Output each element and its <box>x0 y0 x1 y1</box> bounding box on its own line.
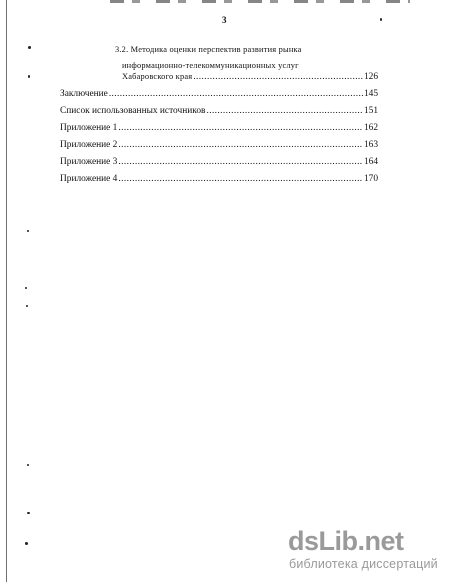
scan-left-edge <box>6 0 7 582</box>
toc-entry-title: Приложение 4 <box>60 174 118 184</box>
toc-page-number: 170 <box>363 174 378 184</box>
toc-entry <box>60 123 378 133</box>
toc-entry <box>60 106 378 116</box>
toc-entry-title: Приложение 3 <box>60 157 118 167</box>
scan-speck <box>27 464 29 466</box>
page-number: 3 <box>222 15 227 25</box>
toc-entry <box>60 174 378 184</box>
toc-entry <box>60 89 378 99</box>
toc-leader <box>193 72 363 82</box>
scan-speck <box>28 75 30 78</box>
toc-section-3-2-line1: 3.2. Методика оценки перспектив развития рынка <box>115 45 302 54</box>
toc-entry-title: Приложение 2 <box>60 140 118 150</box>
watermark-brand: dsLib.net <box>288 526 404 556</box>
scan-speck <box>25 542 28 545</box>
toc-leader <box>118 123 363 133</box>
toc-leader <box>118 174 363 184</box>
scan-top-edge <box>110 0 410 3</box>
toc-entry-title: Список использованных источников <box>60 106 206 116</box>
scan-speck <box>27 230 29 232</box>
toc-leader <box>206 106 362 116</box>
scan-speck <box>380 18 382 21</box>
toc-entry <box>60 140 378 150</box>
scan-speck <box>25 287 27 289</box>
toc-section-3-2-line2: информационно-телекоммуникационных услуг <box>122 61 299 70</box>
toc-page-number: 163 <box>363 140 378 150</box>
toc-leader <box>118 140 363 150</box>
toc-page-number: 145 <box>363 89 378 99</box>
toc-page-number: 126 <box>363 72 378 82</box>
watermark-subtitle: библиотека диссертаций <box>289 557 438 571</box>
scan-speck <box>26 305 28 307</box>
toc-leader <box>118 157 363 167</box>
toc-page-number: 164 <box>363 157 378 167</box>
toc-entry <box>122 72 378 82</box>
toc-section-3-2-line3: Хабаровского края <box>122 72 193 81</box>
toc-entry-title: Заключение <box>60 89 108 99</box>
toc-page-number: 151 <box>363 106 378 116</box>
toc-entry <box>60 157 378 167</box>
toc-page-number: 162 <box>363 123 378 133</box>
scan-speck <box>27 512 30 514</box>
toc-entry-title: Приложение 1 <box>60 123 118 133</box>
toc-leader <box>109 89 363 99</box>
watermark <box>288 528 438 574</box>
scan-speck <box>28 46 31 49</box>
